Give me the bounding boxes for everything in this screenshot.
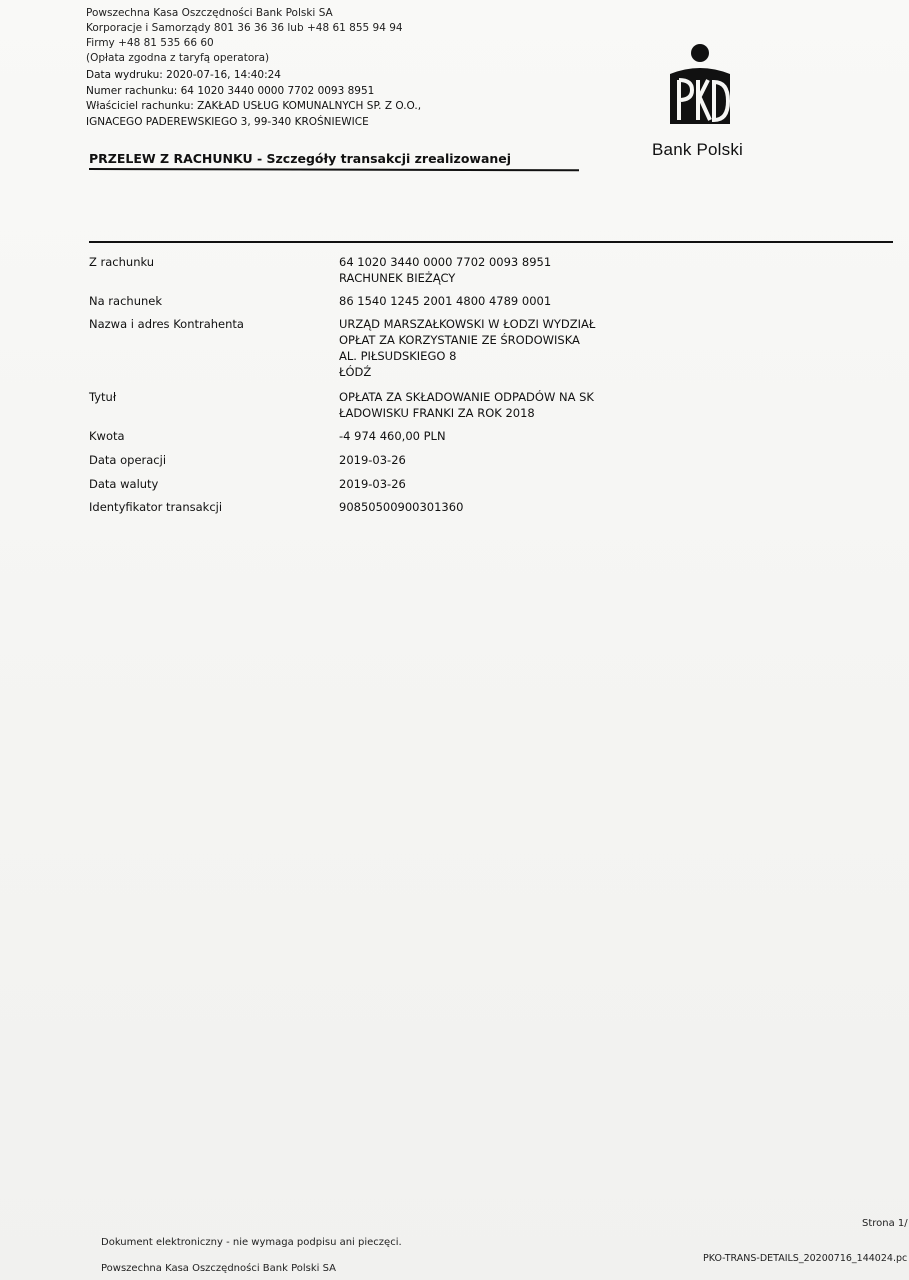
document-meta	[86, 68, 421, 130]
transfer-title-2: ŁADOWISKU FRANKI ZA ROK 2018	[339, 406, 535, 420]
detail-label: Data operacji	[89, 453, 167, 467]
account-owner-address: IGNACEGO PADEREWSKIEGO 3, 99-340 KROŚNIEWICE	[86, 115, 369, 128]
detail-label: Z rachunku	[89, 255, 155, 269]
detail-value	[339, 316, 595, 380]
detail-value	[339, 428, 446, 444]
counterparty-city: ŁÓDŹ	[339, 365, 372, 379]
bank-contact-header	[86, 6, 403, 66]
section-title	[89, 151, 511, 166]
detail-label: Identyfikator transakcji	[89, 500, 223, 514]
counterparty-street: AL. PIŁSUDSKIEGO 8	[339, 349, 457, 363]
amount-value: -4 974 460,00 PLN	[339, 429, 446, 443]
footer-bank-name: Powszechna Kasa Oszczędności Bank Polski SA	[101, 1263, 336, 1274]
title-underline	[89, 168, 579, 171]
transfer-subheading: Szczegóły transakcji zrealizowanej	[266, 151, 512, 166]
detail-label: Data waluty	[89, 477, 159, 491]
electronic-document-note: Dokument elektroniczny - nie wymaga podpisu ani pieczęci.	[101, 1237, 402, 1248]
counterparty-name-1: URZĄD MARSZAŁKOWSKI W ŁODZI WYDZIAŁ	[339, 317, 596, 331]
detail-value	[339, 254, 551, 286]
detail-label: Tytuł	[89, 390, 117, 404]
section-divider	[89, 241, 893, 243]
operation-date-value: 2019-03-26	[339, 453, 406, 467]
value-date-value: 2019-03-26	[339, 477, 406, 491]
detail-value	[339, 499, 463, 515]
from-account-type: RACHUNEK BIEŻĄCY	[339, 271, 456, 285]
contact-business: Firmy +48 81 535 66 60	[86, 37, 214, 49]
detail-value	[339, 293, 551, 309]
counterparty-name-2: OPŁAT ZA KORZYSTANIE ZE ŚRODOWISKA	[339, 333, 580, 347]
transfer-title-1: OPŁATA ZA SKŁADOWANIE ODPADÓW NA SK	[339, 390, 594, 404]
account-number: Numer rachunku: 64 1020 3440 0000 7702 0093 8951	[86, 84, 375, 97]
print-date: Data wydruku: 2020-07-16, 14:40:24	[86, 69, 281, 81]
transfer-heading: PRZELEW Z RACHUNKU -	[89, 151, 263, 166]
detail-value	[339, 476, 406, 492]
account-owner: Właściciel rachunku: ZAKŁAD USŁUG KOMUNALNYCH SP. Z O.O.,	[86, 100, 422, 112]
detail-label: Kwota	[89, 429, 125, 443]
detail-value	[339, 452, 406, 468]
logo-wordmark: Bank Polski	[652, 140, 744, 159]
to-account-number: 86 1540 1245 2001 4800 4789 0001	[339, 294, 552, 308]
bank-name: Powszechna Kasa Oszczędności Bank Polski SA	[86, 7, 333, 19]
file-name: PKO-TRANS-DETAILS_20200716_144024.pc	[703, 1253, 908, 1264]
contact-corporate: Korporacje i Samorządy 801 36 36 36 lub +48 61 855 94 94	[86, 22, 403, 34]
page-number: Strona 1/	[862, 1218, 908, 1229]
detail-label: Nazwa i adres Kontrahenta	[89, 317, 244, 331]
detail-label: Na rachunek	[89, 294, 163, 308]
contact-note: (Opłata zgodna z taryfą operatora)	[86, 52, 270, 64]
detail-value	[339, 389, 594, 421]
from-account-number: 64 1020 3440 0000 7702 0093 8951	[339, 255, 552, 269]
transaction-id-value: 90850500900301360	[339, 500, 464, 514]
